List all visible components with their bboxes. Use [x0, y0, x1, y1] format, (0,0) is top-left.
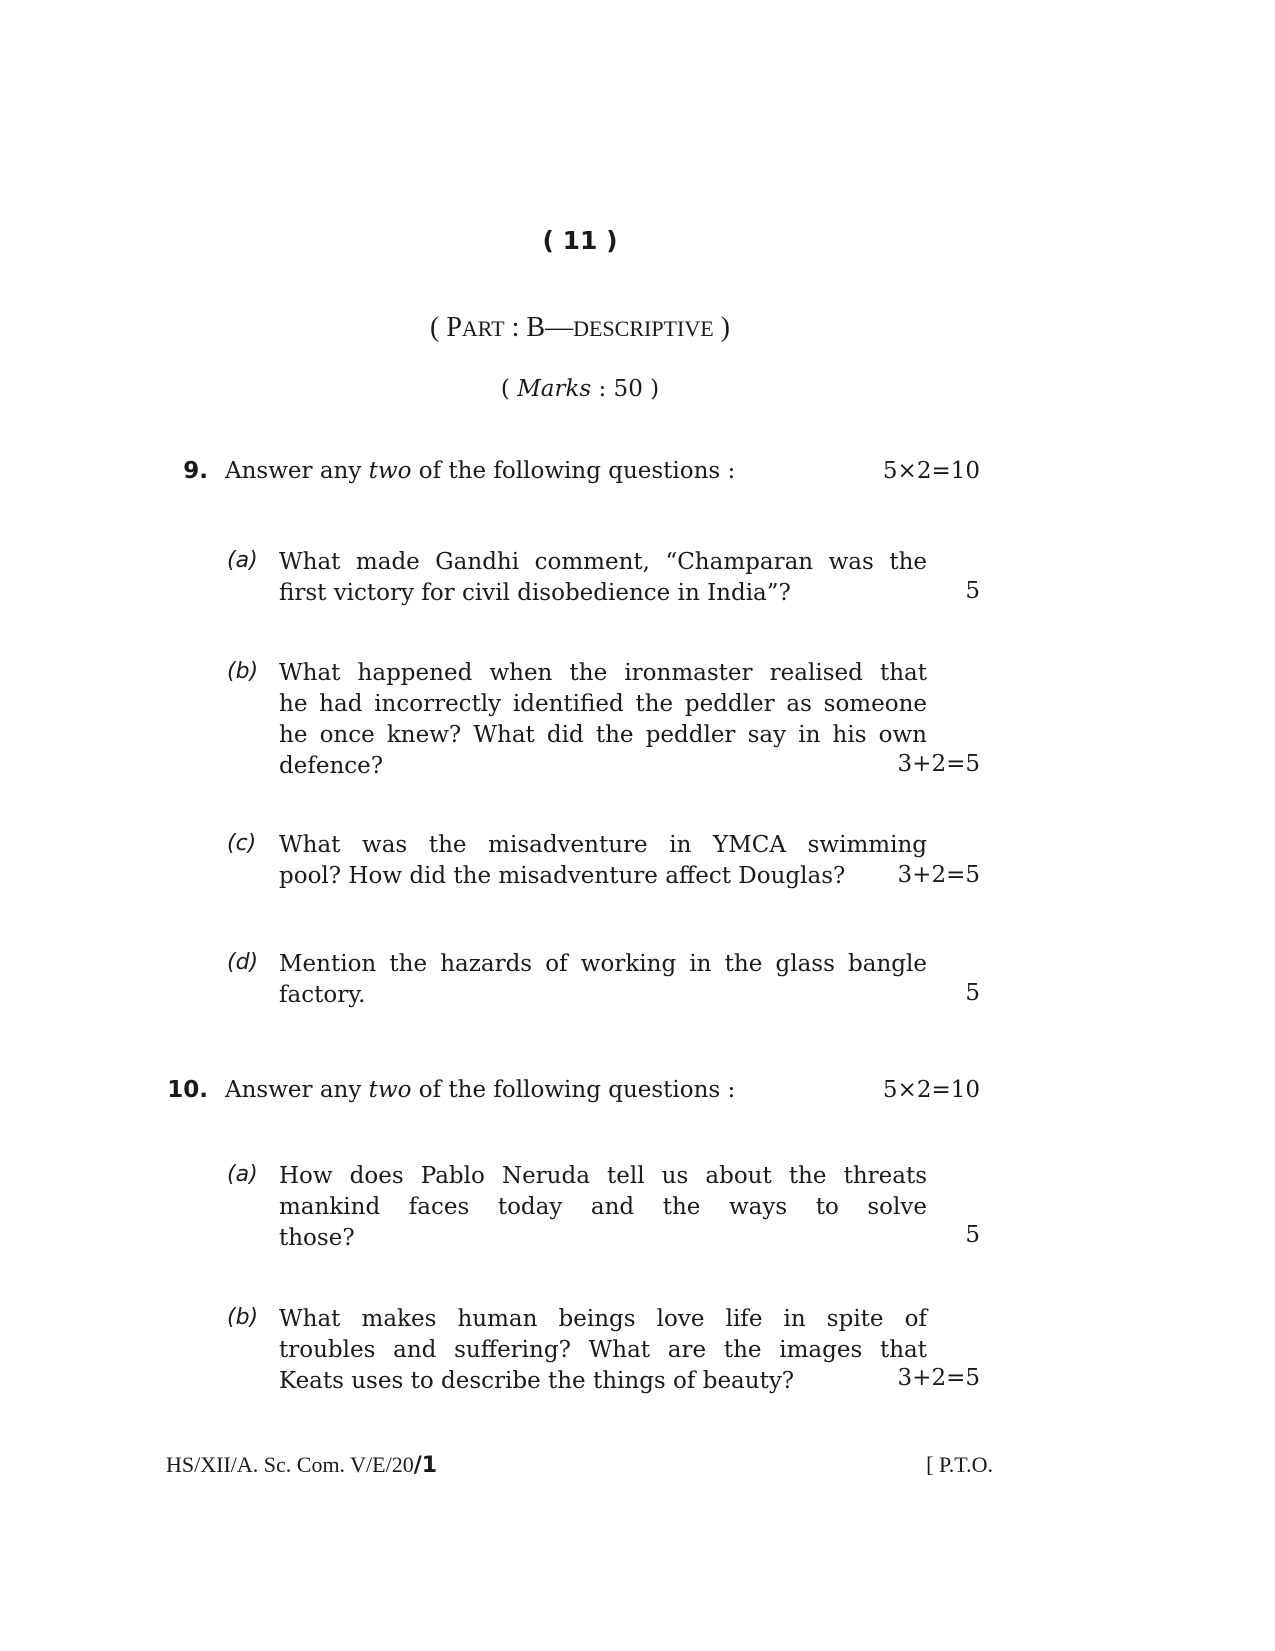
sub-question-marks: 3+2=5: [897, 751, 980, 777]
marks-line: ( Marks : 50 ): [500, 376, 660, 402]
question-marks: 5×2=10: [882, 458, 980, 484]
part-heading: ( PART : B—DESCRIPTIVE ): [430, 312, 730, 343]
sub-question-marks: 3+2=5: [897, 1365, 980, 1391]
question-marks: 5×2=10: [882, 1077, 980, 1103]
please-turn-over: [ P.T.O.: [926, 1452, 993, 1477]
sub-question-marks: 5: [965, 1222, 980, 1248]
sub-question-marks: 5: [965, 980, 980, 1006]
question-number: 9.: [183, 458, 208, 484]
sub-question-label: (b): [227, 1305, 259, 1330]
sub-question-text: Mention the hazards of working in the glass bangle factory.: [279, 951, 927, 1008]
sub-question-text: What happened when the ironmaster realised that he had incorrectly identified the peddler as someone he once knew? What did the peddler say in his own defence?: [279, 660, 927, 779]
sub-question-label: (c): [227, 831, 257, 856]
sub-question-label: (d): [227, 950, 259, 975]
sub-question-text: How does Pablo Neruda tell us about the threats mankind faces today and the ways to solve those?: [279, 1163, 927, 1251]
sub-question-label: (a): [227, 1162, 258, 1187]
sub-question-marks: 3+2=5: [897, 862, 980, 888]
paper-code: HS/XII/A. Sc. Com. V/E/20/1: [166, 1452, 438, 1478]
sub-question-label: (b): [227, 659, 259, 684]
page-number: ( 11 ): [542, 226, 618, 255]
sub-question-text: What made Gandhi comment, “Champaran was the first victory for civil disobedience in India”?: [279, 549, 927, 606]
sub-question-text: What makes human beings love life in spite of troubles and suffering? What are the images that Keats uses to describe the things of beauty?: [279, 1306, 927, 1394]
question-number: 10.: [167, 1077, 208, 1103]
sub-question-text: What was the misadventure in YMCA swimming pool? How did the misadventure affect Douglas?: [279, 832, 927, 889]
sub-question-label: (a): [227, 548, 258, 573]
question-instruction: Answer any two of the following questions :: [225, 458, 736, 484]
sub-question-marks: 5: [965, 578, 980, 604]
question-instruction: Answer any two of the following questions :: [225, 1077, 736, 1103]
